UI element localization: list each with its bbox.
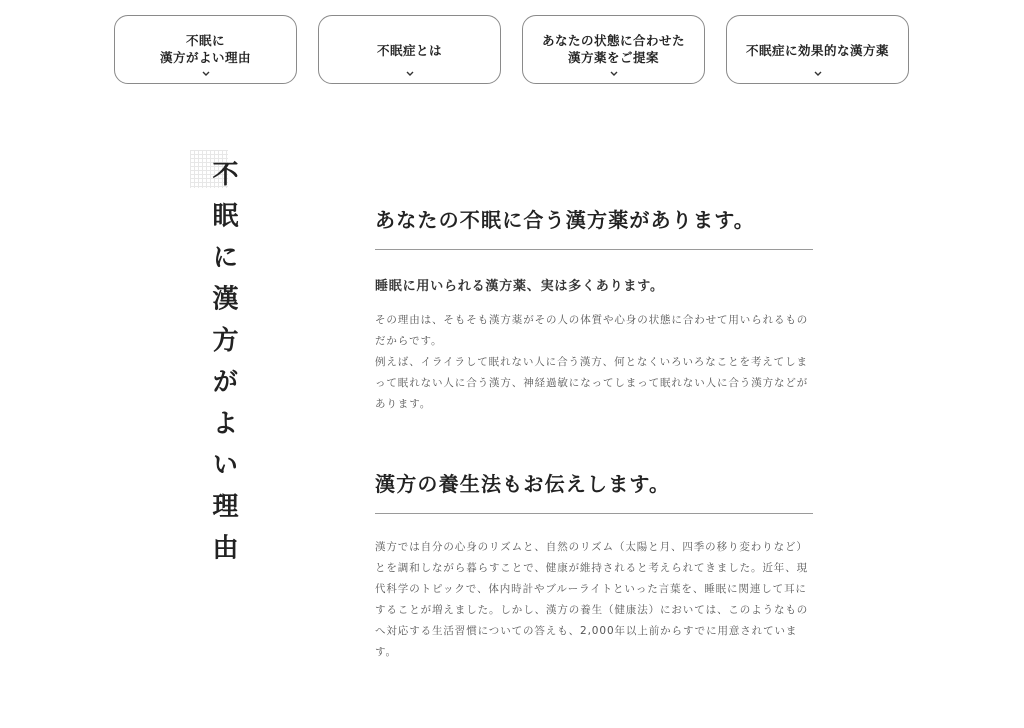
nav-card-effective-medicine[interactable] — [726, 15, 909, 84]
chevron-down-icon — [813, 71, 823, 77]
chevron-down-icon — [405, 71, 415, 77]
divider — [375, 513, 813, 514]
side-title: 不眠に漢方がよい理由 — [208, 160, 238, 575]
nav-card-label: 不眠に 漢方がよい理由 — [159, 33, 251, 65]
nav-card-label: 不眠症に効果的な漢方薬 — [745, 43, 889, 58]
nav-card-suggestion[interactable] — [522, 15, 705, 84]
section-heading: 漢方の養生法もお伝えします。 — [375, 472, 671, 496]
nav-card-label: あなたの状態に合わせた 漢方薬をご提案 — [541, 33, 685, 65]
section-body — [375, 537, 813, 663]
paragraph: その理由は、そもそも漢方薬がその人の体質や心身の状態に合わせて用いられるものだからです。 — [375, 314, 809, 347]
paragraph: 例えば、イライラして眠れない人に合う漢方、何となくいろいろなことを考えてしまって眠れない人に合う漢方、神経過敏になってしまって眠れない人に合う漢方などがあります。 — [375, 356, 809, 410]
paragraph: 漢方では自分の心身のリズムと、自然のリズム（太陽と月、四季の移り変わりなど）とを調和しながら暮らすことで、健康が維持されると考えられてきました。近年、現代科学のトピックで、体内時計やブルーライトといった言葉を、睡眠に関連して耳にすることが増えました。しかし、漢方の養生（健康法）においては、このようなものへ対応する生活習慣についての答えも、2,000年以上前からすでに用意されています。 — [375, 541, 809, 658]
section-subheading: 睡眠に用いられる漢方薬、実は多くあります。 — [375, 279, 664, 294]
section-heading: あなたの不眠に合う漢方薬があります。 — [375, 208, 755, 232]
chevron-down-icon — [609, 71, 619, 77]
nav-card-what-is-insomnia[interactable] — [318, 15, 501, 84]
section-body — [375, 310, 813, 415]
nav-card-why-kampo[interactable] — [114, 15, 297, 84]
section-yojo-method — [375, 469, 813, 663]
top-navigation — [0, 0, 1024, 100]
nav-card-label: 不眠症とは — [376, 43, 442, 58]
section-kampo-for-you — [375, 205, 813, 415]
divider — [375, 249, 813, 250]
main-content — [375, 205, 813, 663]
chevron-down-icon — [201, 71, 211, 77]
